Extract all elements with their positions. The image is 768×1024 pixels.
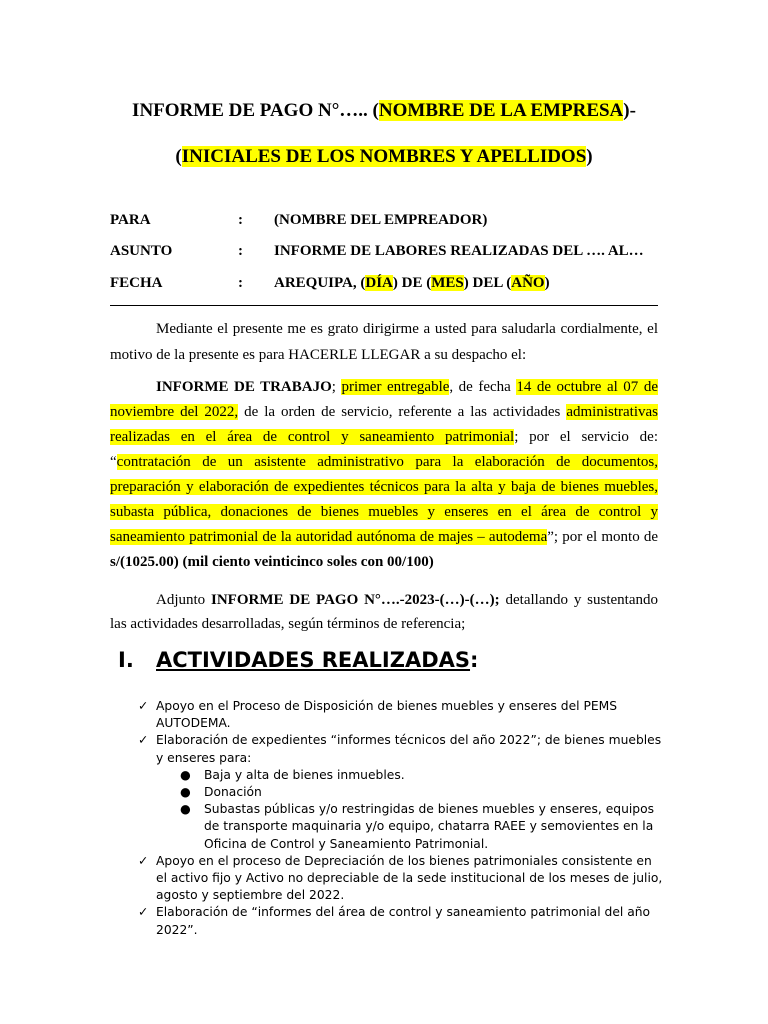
header-divider	[110, 305, 658, 306]
checkmark-icon: ✓	[138, 853, 149, 868]
company-name-placeholder: NOMBRE DE LA EMPRESA	[378, 100, 624, 121]
year-placeholder: AÑO	[511, 275, 545, 291]
bullet-icon: ●	[180, 802, 191, 817]
list-item: ✓ Apoyo en el proceso de Depreciación de los bienes patrimoniales consistente en el activo fijo y Activo no depreciable de la sede institucional de los meses de julio, agosto y septiembre del 2022.	[138, 853, 663, 903]
document-title-line-2: (INICIALES DE LOS NOMBRES Y APELLIDOS)	[175, 146, 593, 167]
report-number: INFORME DE PAGO N°….-2023-(…)-(…);	[211, 592, 500, 608]
service-description-highlight: contratación de un asistente administrativo para la elaboración de documentos, preparación y elaboración de expedientes técnicos para la alta y baja de bienes muebles, subasta pública, donaciones de bienes muebles y enseres en el área de control y saneamiento patrimonial de la autoridad autónoma de majes – autodema	[110, 454, 658, 545]
activities-list	[136, 698, 666, 939]
attachment-paragraph: Adjunto INFORME DE PAGO N°….-2023-(…)-(…); detallando y sustentando las actividades desarrolladas, según términos de referencia;	[110, 592, 658, 632]
checkmark-icon: ✓	[138, 699, 149, 713]
sub-list-item: ● Donación	[136, 784, 666, 801]
intro-paragraph: Mediante el presente me es grato dirigirme a usted para saludarla cordialmente, el motivo de la presente es para HACERLE LLEGAR a su despacho el:	[110, 321, 658, 363]
bullet-icon: ●	[180, 785, 191, 800]
bullet-icon: ●	[180, 767, 191, 782]
list-item: ✓ Elaboración de expedientes “informes técnicos del año 2022”; de bienes muebles y enseres para:	[138, 733, 662, 765]
document-title-line-1: INFORME DE PAGO N°….. (NOMBRE DE LA EMPRESA)-	[132, 100, 636, 121]
para-value: (NOMBRE DEL EMPREADOR)	[274, 212, 488, 228]
month-placeholder: MES	[431, 275, 464, 291]
colon: :	[238, 212, 243, 228]
report-paragraph: INFORME DE TRABAJO; primer entregable, de fecha 14 de octubre al 07 de noviembre del 2022, de la orden de servicio, referente a las actividades administrativas realizadas en el área de control y saneamiento patrimonial; por el servicio de: “contratación de un asistente administrativo para la elaboración de documentos, preparación y elaboración de expedientes técnicos para la alta y baja de bienes muebles, subasta pública, donaciones de bienes muebles y enseres en el área de control y saneamiento patrimonial de la autoridad autónoma de majes – autodema”; por el monto de s/(1025.00) (mil ciento veinticinco soles con 00/100)	[110, 379, 659, 570]
section-title: ACTIVIDADES REALIZADAS	[156, 648, 471, 672]
deliverable-highlight: primer entregable	[341, 379, 450, 395]
asunto-value: INFORME DE LABORES REALIZADAS DEL …. AL…	[274, 243, 644, 259]
section-number: I.	[118, 648, 134, 672]
checkmark-icon: ✓	[138, 905, 149, 920]
amount: s/(1025.00) (mil ciento veinticinco soles con 00/100)	[110, 554, 434, 570]
day-placeholder: DÍA	[365, 275, 393, 291]
sub-list-item: ● Subastas públicas y/o restringidas de bienes muebles y enseres, equipos de transporte maquinaria y/o equipo, chatarra RAEE y semovientes en la Oficina de Control y Saneamiento Patrimonial.	[180, 802, 655, 851]
initials-placeholder: INICIALES DE LOS NOMBRES Y APELLIDOS	[181, 146, 587, 167]
list-item: ✓ Apoyo en el Proceso de Disposición de bienes muebles y enseres del PEMS AUTODEMA.	[138, 699, 618, 731]
activities-highlight: administrativas realizadas en el área de control y saneamiento patrimonial	[110, 404, 658, 445]
fecha-value: AREQUIPA, (DÍA) DE (MES) DEL (AÑO)	[274, 275, 550, 291]
fecha-label: FECHA	[110, 275, 163, 291]
asunto-label: ASUNTO	[110, 243, 173, 259]
list-item: ✓ Elaboración de “informes del área de control y saneamiento patrimonial del año 2022”.	[138, 905, 651, 937]
date-range-highlight: 14 de octubre al 07 de noviembre del 2022,	[110, 379, 658, 420]
para-label: PARA	[110, 212, 151, 228]
colon: :	[238, 243, 243, 259]
sub-list-item: ● Baja y alta de bienes inmuebles.	[136, 767, 666, 784]
section-heading: I. ACTIVIDADES REALIZADAS:	[118, 648, 479, 672]
checkmark-icon: ✓	[138, 733, 149, 748]
colon: :	[238, 275, 243, 291]
